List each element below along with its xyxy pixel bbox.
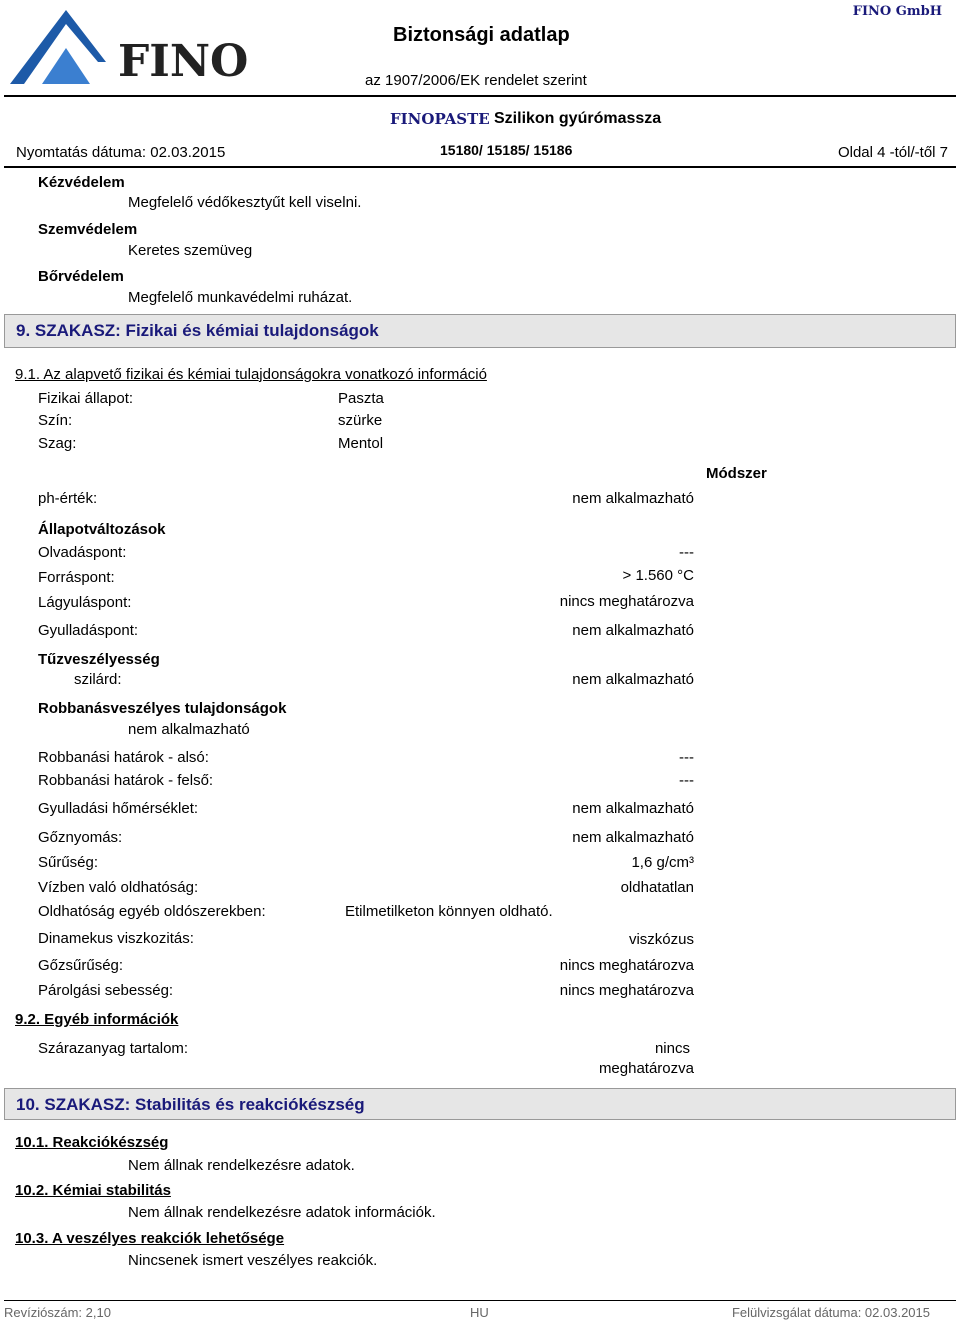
color-value: szürke (338, 412, 383, 429)
explosive-value: nem alkalmazható (128, 721, 250, 738)
ignition-label: Gyulladási hőmérséklet: (38, 800, 199, 817)
upper-limit-value: --- (679, 772, 694, 789)
water-solubility-value: oldhatatlan (620, 879, 694, 896)
header-rule (4, 95, 956, 97)
logo-text: FINO (118, 36, 249, 87)
review-date: Felülvizsgálat dátuma: 02.03.2015 (731, 1305, 930, 1320)
softening-value: nincs meghatározva (559, 593, 694, 610)
upper-limit-label: Robbanási határok - felső: (38, 772, 214, 789)
skin-protection-text: Megfelelő munkavédelmi ruházat. (128, 289, 353, 306)
viscosity-value: viszkózus (628, 931, 694, 948)
section-9-header (4, 314, 956, 348)
eye-protection-label: Szemvédelem (38, 221, 138, 238)
section-10-2-title: 10.2. Kémiai stabilitás (15, 1182, 171, 1199)
state-value: Paszta (338, 390, 384, 407)
solids-label: Szárazanyag tartalom: (38, 1040, 189, 1057)
section-9-title: 9. SZAKASZ: Fizikai és kémiai tulajdonságok (16, 321, 379, 340)
flash-label: Gyulladáspont: (38, 622, 139, 639)
section-10-1-text: Nem állnak rendelkezésre adatok. (128, 1157, 355, 1174)
section-10-3-text: Nincsenek ismert veszélyes reakciók. (128, 1252, 378, 1269)
state-changes-header: Állapotváltozások (38, 521, 166, 538)
lower-limit-value: --- (679, 749, 694, 766)
company-name: FINO GmbH (852, 4, 942, 19)
language-code: HU (470, 1305, 489, 1320)
skin-protection-label: Bőrvédelem (38, 268, 124, 285)
hand-protection-label: Kézvédelem (38, 174, 125, 191)
ph-value: nem alkalmazható (572, 490, 694, 507)
product-brand: FINOPASTE (390, 110, 490, 128)
document-subtitle: az 1907/2006/EK rendelet szerint (365, 72, 587, 89)
melting-value: --- (679, 544, 694, 561)
hand-protection-text: Megfelelő védőkesztyűt kell viselni. (128, 194, 362, 211)
vapor-density-label: Gőzsűrűség: (38, 957, 124, 974)
vapor-density-value: nincs meghatározva (559, 957, 694, 974)
flammability-header: Tűzveszélyesség (38, 651, 160, 668)
eye-protection-text: Keretes szemüveg (128, 242, 253, 259)
other-solubility-value: Etilmetilketon könnyen oldható. (345, 903, 553, 920)
odor-value: Mentol (338, 435, 384, 452)
density-label: Sűrűség: (38, 854, 99, 871)
print-date: Nyomtatás dátuma: 02.03.2015 (16, 144, 226, 161)
section-10-2-text: Nem állnak rendelkezésre adatok információk. (128, 1204, 436, 1221)
evaporation-label: Párolgási sebesség: (38, 982, 174, 999)
boiling-label: Forráspont: (38, 569, 115, 586)
product-codes: 15180/ 15185/ 15186 (440, 142, 573, 158)
evaporation-value: nincs meghatározva (559, 982, 694, 999)
viscosity-label: Dinamekus viszkozitás: (38, 930, 194, 947)
melting-label: Olvadáspont: (38, 544, 127, 561)
footer-rule (4, 1300, 956, 1301)
document-title: Biztonsági adatlap (393, 24, 570, 46)
section-9-2-title: 9.2. Egyéb információk (15, 1011, 179, 1028)
section-10-3-title: 10.3. A veszélyes reakciók lehetősége (15, 1230, 285, 1247)
section-10-header (4, 1088, 956, 1120)
section-10-1-title: 10.1. Reakciókészség (15, 1134, 169, 1151)
color-label: Szín: (38, 412, 73, 429)
vapor-pressure-value: nem alkalmazható (572, 829, 694, 846)
method-header: Módszer (706, 465, 767, 482)
other-solubility-label: Oldhatóság egyéb oldószerekben: (38, 903, 266, 920)
ignition-value: nem alkalmazható (572, 800, 694, 817)
revision-number: Revíziószám: 2,10 (4, 1305, 111, 1320)
section-10-title: 10. SZAKASZ: Stabilitás és reakciókészség (16, 1095, 365, 1114)
section-9-1-title: 9.1. Az alapvető fizikai és kémiai tulajdonságokra vonatkozó információ (15, 366, 487, 383)
odor-label: Szag: (38, 435, 77, 452)
company-logo (6, 2, 249, 88)
solid-value: nem alkalmazható (572, 671, 694, 688)
boiling-value: > 1.560 °C (622, 567, 694, 584)
page-number: Oldal 4 -tól/-től 7 (837, 144, 948, 161)
lower-limit-label: Robbanási határok - alsó: (38, 749, 209, 766)
flash-value: nem alkalmazható (572, 622, 694, 639)
water-solubility-label: Vízben való oldhatóság: (38, 879, 199, 896)
solids-value-line2: meghatározva (598, 1060, 694, 1077)
product-name: Szilikon gyúrómassza (494, 110, 662, 127)
explosive-header: Robbanásveszélyes tulajdonságok (38, 700, 287, 717)
header-bottom-rule (4, 166, 956, 168)
solids-value-line1: nincs (654, 1040, 690, 1057)
ph-label: ph-érték: (38, 490, 98, 507)
vapor-pressure-label: Gőznyomás: (38, 829, 123, 846)
state-label: Fizikai állapot: (38, 390, 134, 407)
solid-label: szilárd: (74, 671, 122, 688)
softening-label: Lágyuláspont: (38, 594, 132, 611)
density-value: 1,6 g/cm³ (631, 854, 694, 871)
